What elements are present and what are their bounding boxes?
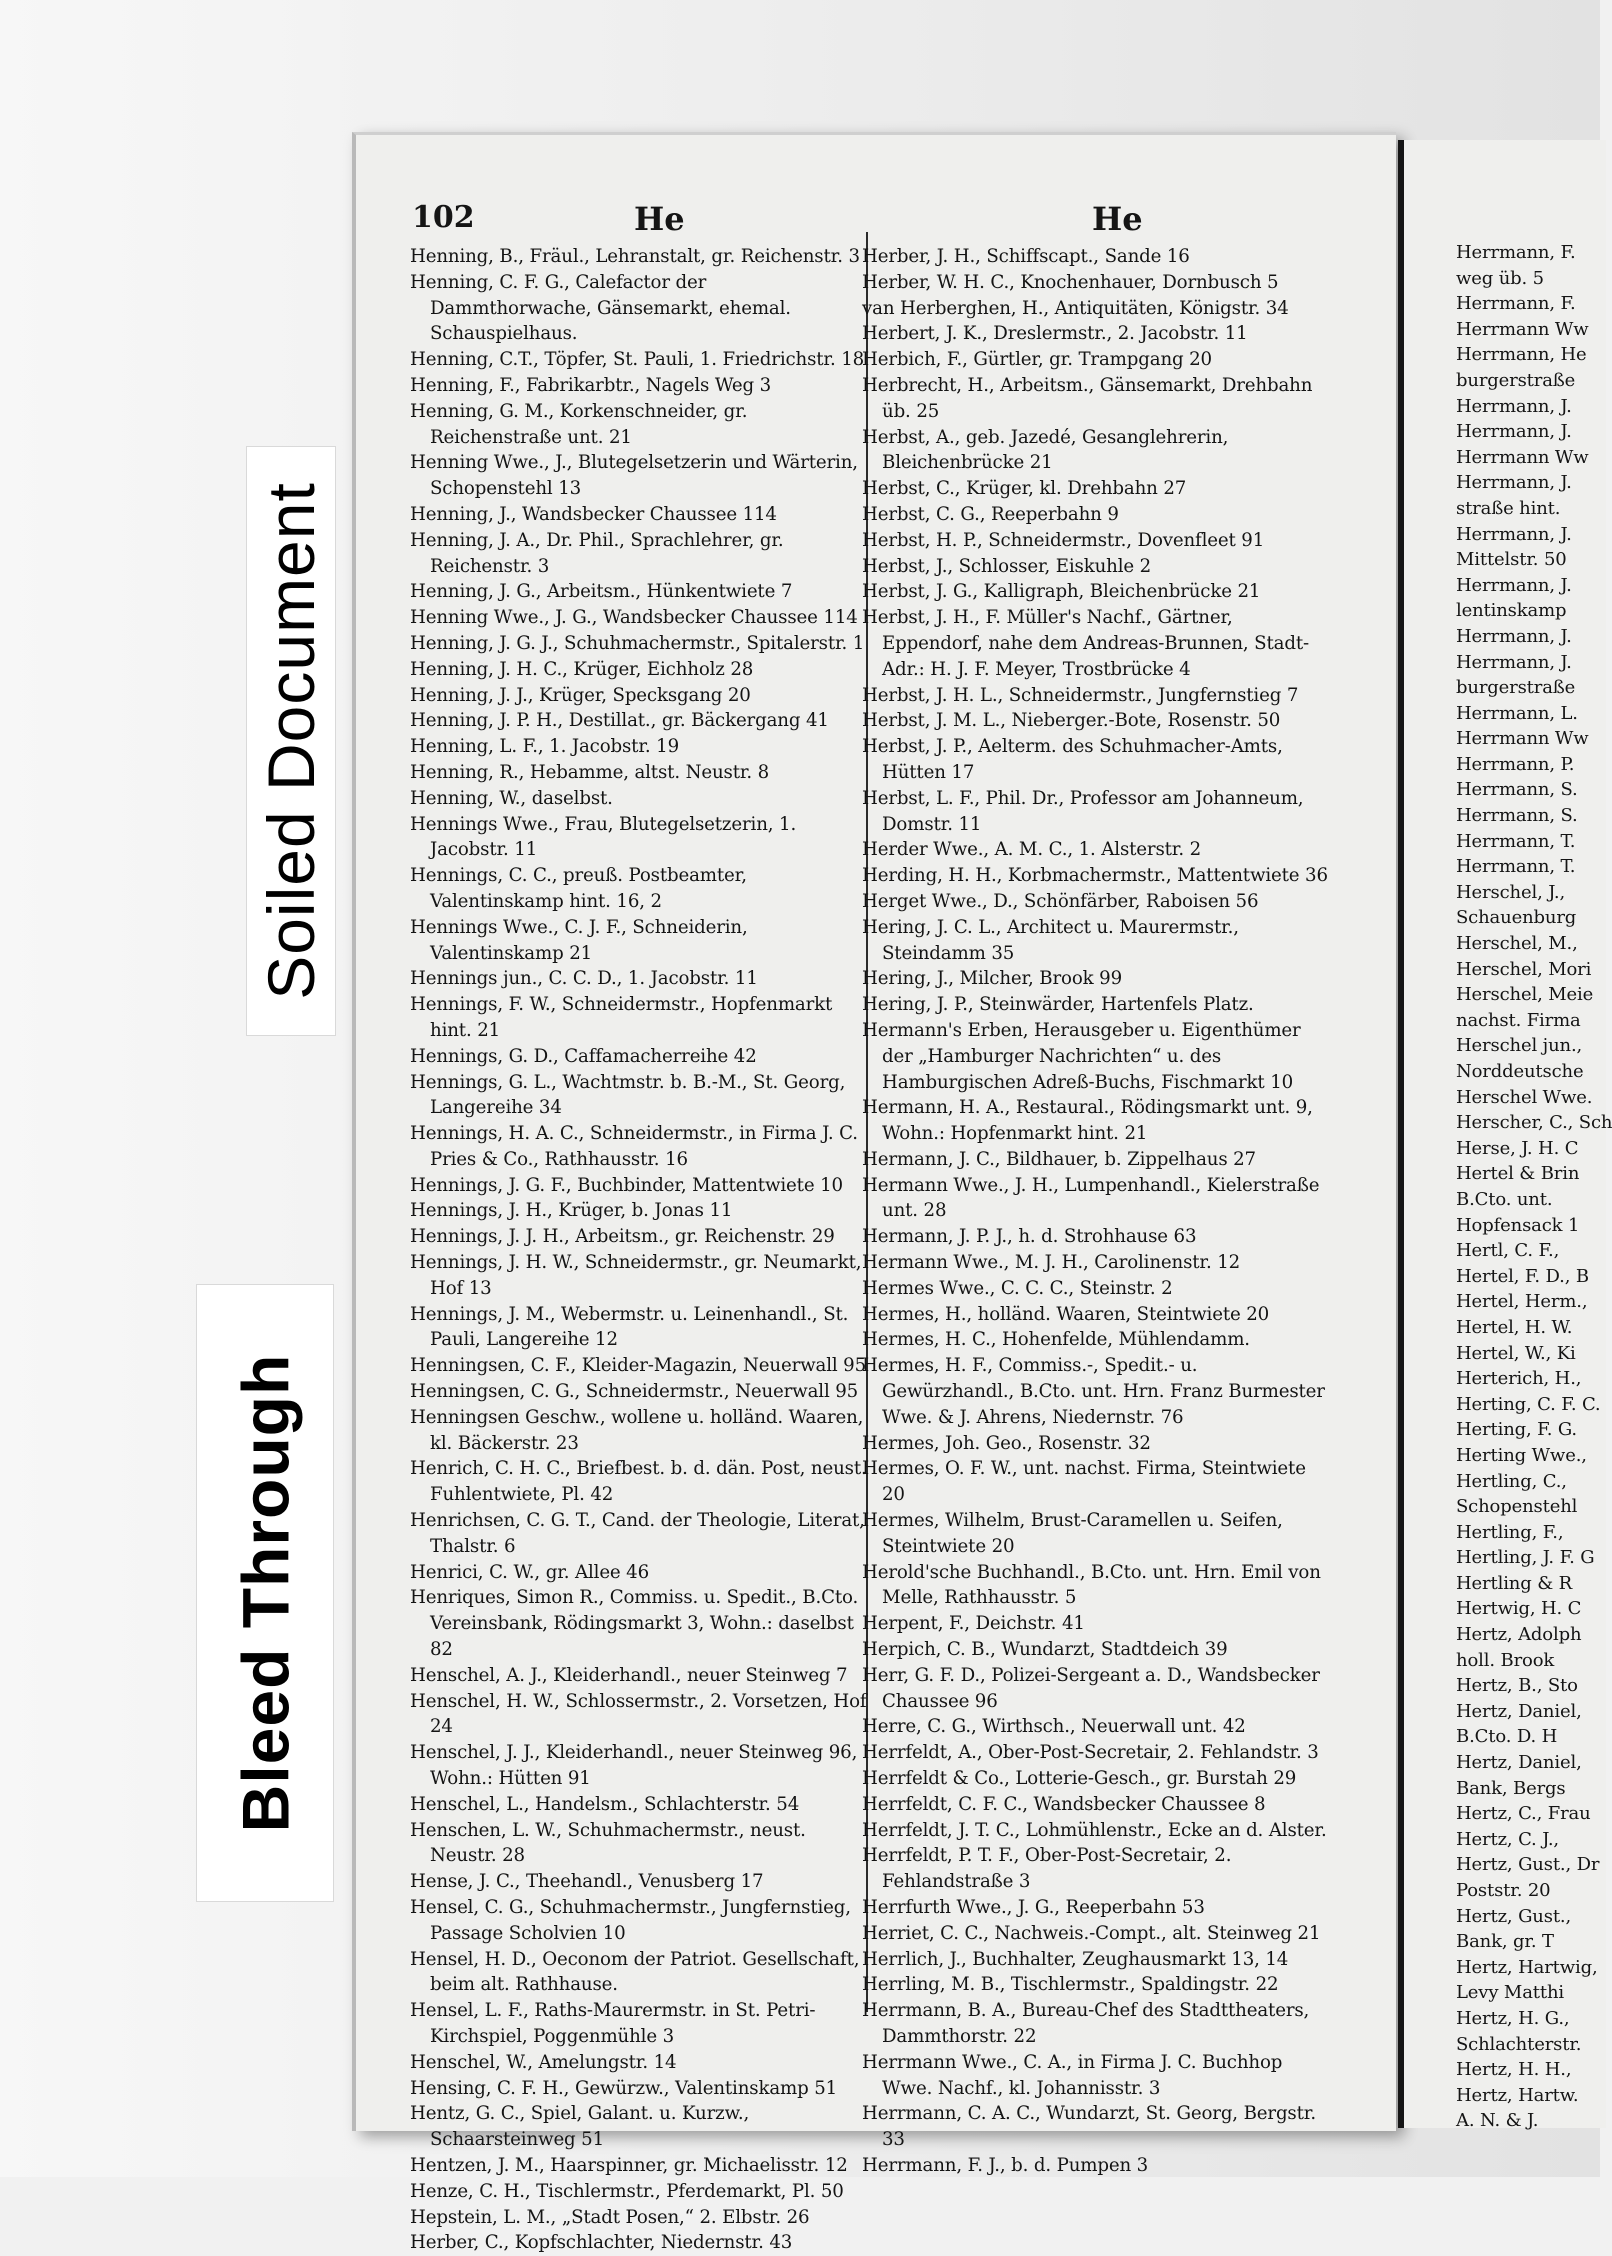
directory-entry: Hertz, Adolph (1456, 1624, 1582, 1646)
directory-entry: Henschel, A. J., Kleiderhandl., neuer Steinweg 7 (410, 1664, 848, 1686)
directory-entry: Henning, J. H. C., Krüger, Eichholz 28 (410, 658, 754, 680)
directory-entry: Herrmann, P. (1456, 753, 1575, 775)
directory-entry: Herrmann Ww (1456, 446, 1589, 468)
directory-entry: Herrlich, J., Buchhalter, Zeughausmarkt 13, 14 (862, 1948, 1289, 1970)
directory-entry: Herrfeldt, J. T. C., Lohmühlenstr., Ecke an d. Alster. (862, 1819, 1327, 1841)
right-column-key: He (1092, 200, 1143, 238)
directory-entry: Herrmann Ww (1456, 728, 1589, 750)
directory-entry: Hertel, F. D., B (1456, 1265, 1589, 1287)
directory-entry: Hennings jun., C. C. D., 1. Jacobstr. 11 (410, 968, 758, 990)
directory-entry: Herber, J. H., Schiffscapt., Sande 16 (862, 246, 1190, 267)
directory-entry: Herschel Wwe. (1456, 1086, 1593, 1108)
directory-entry: Hermann, H. A., Restaural., Rödingsmarkt unt. 9, Wohn.: Hopfenmarkt hint. 21 (862, 1097, 1313, 1145)
directory-entry: Henrici, C. W., gr. Allee 46 (410, 1561, 650, 1583)
directory-entry: Herrmann, S. (1456, 805, 1578, 827)
directory-entry: Hertling, C., (1456, 1470, 1567, 1492)
directory-entry: Herrmann Wwe., C. A., in Firma J. C. Buchhop Wwe. Nachf., kl. Johannisstr. 3 (862, 2051, 1283, 2099)
directory-entry: Herting Wwe., (1456, 1444, 1587, 1466)
directory-entry: Poststr. 20 (1456, 1880, 1551, 1901)
directory-entry: Herbst, J. M. L., Nieberger.-Bote, Rosenstr. 50 (862, 710, 1281, 732)
directory-entry: Hense, J. C., Theehandl., Venusberg 17 (410, 1871, 764, 1893)
directory-entry: Herber, W. H. C., Knochenhauer, Dornbusch 5 (862, 271, 1279, 293)
directory-entry: Herber, C., Kopfschlachter, Niedernstr. 43 (410, 2232, 793, 2254)
directory-entry: burgerstraße (1456, 369, 1576, 391)
directory-entry: Henning, B., Fräul., Lehranstalt, gr. Reichenstr. 3 (410, 246, 860, 267)
directory-entry: Herr, G. F. D., Polizei-Sergeant a. D., Wandsbecker Chaussee 96 (862, 1664, 1320, 1712)
directory-entry: Herrmann, J. (1456, 395, 1572, 417)
directory-entry: Herold'sche Buchhandl., B.Cto. unt. Hrn. Emil von Melle, Rathhausstr. 5 (862, 1561, 1321, 1609)
directory-entry: Herterich, H., (1456, 1368, 1582, 1390)
directory-entry: Bank, gr. T (1456, 1931, 1554, 1953)
directory-entry: Henschel, J. J., Kleiderhandl., neuer Steinweg 96, Wohn.: Hütten 91 (410, 1742, 858, 1790)
next-page-edge-column (1456, 240, 1612, 2132)
directory-entry: Hermann's Erben, Herausgeber u. Eigenthümer der „Hamburger Nachrichten“ u. des Hamburgischen Adreß-Buchs, Fischmarkt 10 (862, 1019, 1301, 1093)
directory-entry: Hertel, Herm., (1456, 1291, 1588, 1313)
directory-entry: Herting, F. G. (1456, 1419, 1577, 1441)
directory-entry: Hennings, J. J. H., Arbeitsm., gr. Reichenstr. 29 (410, 1226, 835, 1248)
bleed-through-label (196, 1284, 334, 1902)
directory-entry: Henning, G. M., Korkenschneider, gr. Reichenstraße unt. 21 (410, 400, 748, 448)
directory-entry: Herschel jun., (1456, 1035, 1583, 1057)
directory-entry: Herrmann, J. (1456, 421, 1572, 443)
directory-entry: Henze, C. H., Tischlermstr., Pferdemarkt, Pl. 50 (410, 2180, 844, 2202)
directory-entry: Herbst, J. P., Aelterm. des Schuhmacher-Amts, Hütten 17 (862, 736, 1283, 783)
directory-entry: Henning, C. F. G., Calefactor der Dammthorwache, Gänsemarkt, ehemal. Schauspielhaus. (410, 271, 791, 345)
directory-entry: Herbst, J. H., F. Müller's Nachf., Gärtner, Eppendorf, nahe dem Andreas-Brunnen, Stadt-Adr.: H. J. F. Meyer, Trostbrücke 4 (862, 607, 1309, 680)
directory-entry: weg üb. 5 (1456, 267, 1544, 289)
directory-entry: Herrfeldt, A., Ober-Post-Secretair, 2. Fehlandstr. 3 (862, 1742, 1319, 1764)
directory-entry: Hertz, Daniel, (1456, 1700, 1582, 1722)
directory-entry: Henrich, C. H. C., Briefbest. b. d. dän. Post, neust. Fuhlentwiete, Pl. 42 (410, 1458, 867, 1506)
directory-entry: Hennings, F. W., Schneidermstr., Hopfenmarkt hint. 21 (410, 994, 833, 1041)
directory-entry: Herrmann, T. (1456, 856, 1576, 878)
directory-entry: Herbrecht, H., Arbeitsm., Gänsemarkt, Drehbahn üb. 25 (862, 374, 1313, 422)
left-column-key: He (634, 200, 685, 238)
directory-entry: Hermes, H. C., Hohenfelde, Mühlendamm. (862, 1329, 1250, 1351)
directory-entry: Hertl, C. F., (1456, 1240, 1560, 1262)
directory-entry: Herrmann, C. A. C., Wundarzt, St. Georg, Bergstr. 33 (862, 2103, 1316, 2151)
directory-entry: Hepstein, L. M., „Stadt Posen,“ 2. Elbstr. 26 (410, 2206, 810, 2228)
directory-entry: Hertel, W., Ki (1456, 1342, 1576, 1364)
directory-entry: Herrmann, J. (1456, 574, 1572, 596)
directory-entry: Hennings, C. C., preuß. Postbeamter, Valentinskamp hint. 16, 2 (410, 865, 747, 912)
directory-entry: Hennings, J. G. F., Buchbinder, Mattentwiete 10 (410, 1174, 843, 1196)
directory-entry: Hertel & Brin (1456, 1163, 1580, 1185)
directory-entry: Hopfensack 1 (1456, 1214, 1580, 1236)
directory-entry: Norddeutsche (1456, 1061, 1584, 1082)
directory-entry: Herrmann, J. (1456, 472, 1572, 494)
directory-entry: Hertel, H. W. (1456, 1316, 1573, 1338)
directory-entry: Schlachterstr. (1456, 2033, 1582, 2055)
directory-entry: Hermes, O. F. W., unt. nachst. Firma, Steintwiete 20 (862, 1458, 1306, 1506)
page-header (412, 200, 1342, 240)
directory-entry: Henning, J. A., Dr. Phil., Sprachlehrer, gr. Reichenstr. 3 (410, 529, 784, 577)
directory-entry: Henning Wwe., J. G., Wandsbecker Chaussee 114 (410, 607, 858, 629)
directory-entry: Herrfeldt, P. T. F., Ober-Post-Secretair, 2. Fehlandstraße 3 (862, 1845, 1232, 1893)
directory-entry: Levy Matthi (1456, 1982, 1564, 2004)
directory-entry: Hering, J. P., Steinwärder, Hartenfels Platz. (862, 994, 1254, 1016)
directory-entry: Herrmann, J. (1456, 651, 1572, 673)
directory-entry: Herse, J. H. C (1456, 1137, 1579, 1159)
directory-entry: Herschel, J., (1456, 881, 1566, 903)
directory-entry: Hennings, G. D., Caffamacherreihe 42 (410, 1045, 757, 1067)
directory-entry: Henschen, L. W., Schuhmachermstr., neust. Neustr. 28 (410, 1819, 806, 1867)
directory-entry: Hennings, H. A. C., Schneidermstr., in Firma J. C. Pries & Co., Rathhausstr. 16 (410, 1123, 858, 1170)
directory-entry: burgerstraße (1456, 677, 1576, 699)
directory-entry: Herrfurth Wwe., J. G., Reeperbahn 53 (862, 1897, 1205, 1918)
directory-entry: Henningsen, C. G., Schneidermstr., Neuerwall 95 (410, 1381, 859, 1403)
directory-entry: Hertling, J. F. G (1456, 1547, 1595, 1569)
directory-entry: Herscher, C., Sch (1456, 1112, 1612, 1134)
directory-entry: Hentz, G. C., Spiel, Galant. u. Kurzw., Schaarsteinweg 51 (410, 2103, 750, 2151)
directory-entry: Hertz, C. J., (1456, 1828, 1560, 1850)
directory-entry: Henning, L. F., 1. Jacobstr. 19 (410, 736, 679, 758)
left-directory-column (410, 244, 870, 2254)
directory-entry: Herbst, A., geb. Jazedé, Gesanglehrerin, Bleichenbrücke 21 (862, 426, 1229, 474)
directory-entry: Hennings Wwe., Frau, Blutegelsetzerin, 1. Jacobstr. 11 (410, 813, 797, 861)
directory-entry: Henning, R., Hebamme, altst. Neustr. 8 (410, 761, 770, 783)
bleed-through-text: Bleed Through (228, 1353, 302, 1833)
directory-entry: Henningsen Geschw., wollene u. holländ. Waaren, kl. Bäckerstr. 23 (410, 1406, 864, 1454)
directory-entry: Herbich, F., Gürtler, gr. Trampgang 20 (862, 349, 1212, 371)
directory-entry: Herpich, C. B., Wundarzt, Stadtdeich 39 (862, 1639, 1228, 1661)
directory-entry: Herschel, Mori (1456, 958, 1592, 980)
directory-entry: Henning, J. P. H., Destillat., gr. Bäckergang 41 (410, 710, 829, 732)
directory-entry: nachst. Firma (1456, 1009, 1581, 1031)
directory-entry: Hermes, H. F., Commiss.-, Spedit.- u. Gewürzhandl., B.Cto. unt. Hrn. Franz Burmester Wwe. & J. Ahrens, Niedernstr. 76 (862, 1355, 1325, 1428)
directory-entry: Hertz, Gust., Dr (1456, 1854, 1600, 1876)
directory-entry: Herder Wwe., A. M. C., 1. Alsterstr. 2 (862, 839, 1202, 861)
directory-entry: Hertling & R (1456, 1572, 1573, 1594)
directory-entry: Hennings, G. L., Wachtmstr. b. B.-M., St. Georg, Langereihe 34 (410, 1071, 846, 1119)
directory-entry: Hermann, J. P. J., h. d. Strohhause 63 (862, 1226, 1197, 1248)
directory-entry: A. N. & J. (1456, 2110, 1539, 2132)
directory-entry: Hermann, J. C., Bildhauer, b. Zippelhaus 27 (862, 1148, 1256, 1170)
directory-entry: Hertz, Gust., (1456, 1905, 1572, 1927)
directory-entry: Henschel, H. W., Schlossermstr., 2. Vorsetzen, Hof 24 (410, 1690, 867, 1738)
soiled-document-label (246, 446, 336, 1036)
directory-entry: straße hint. (1456, 497, 1561, 519)
directory-entry: van Herberghen, H., Antiquitäten, Königstr. 34 (862, 297, 1289, 319)
directory-entry: Hertz, Hartwig, (1456, 1956, 1598, 1978)
directory-entry: Herbst, L. F., Phil. Dr., Professor am Johanneum, Domstr. 11 (862, 787, 1304, 835)
directory-entry: Hensel, L. F., Raths-Maurermstr. in St. Petri-Kirchspiel, Poggenmühle 3 (410, 2000, 816, 2047)
directory-entry: Henning, J. G., Arbeitsm., Hünkentwiete 7 (410, 581, 793, 603)
directory-entry: Herrmann, J. (1456, 523, 1572, 545)
directory-entry: B.Cto. D. H (1456, 1726, 1558, 1748)
directory-entry: Hertz, C., Frau (1456, 1803, 1591, 1825)
directory-entry: Hermes, Wilhelm, Brust-Caramellen u. Seifen, Steintwiete 20 (862, 1510, 1283, 1557)
directory-entry: Hermes, Joh. Geo., Rosenstr. 32 (862, 1432, 1151, 1454)
directory-entry: Hennings, J. H., Krüger, b. Jonas 11 (410, 1200, 733, 1222)
directory-entry: Herrmann, S. (1456, 779, 1578, 801)
directory-entry: Herschel, Meie (1456, 984, 1594, 1006)
directory-entry: Hertwig, H. C (1456, 1598, 1582, 1620)
directory-entry: Henning, J. J., Krüger, Specksgang 20 (410, 684, 751, 706)
directory-entry: Herbst, J. G., Kalligraph, Bleichenbrücke 21 (862, 581, 1261, 603)
directory-entry: B.Cto. unt. (1456, 1188, 1553, 1210)
directory-entry: Hermes, H., holländ. Waaren, Steintwiete 20 (862, 1303, 1270, 1325)
directory-entry: Herbert, J. K., Dreslermstr., 2. Jacobstr. 11 (862, 323, 1248, 345)
directory-entry: Herting, C. F. C. (1456, 1393, 1601, 1415)
directory-entry: Henning, C.T., Töpfer, St. Pauli, 1. Friedrichstr. 18 (410, 349, 865, 371)
directory-entry: Hering, J., Milcher, Brook 99 (862, 968, 1123, 990)
directory-entry: Hennings, J. H. W., Schneidermstr., gr. Neumarkt, Hof 13 (410, 1252, 862, 1299)
directory-entry: Herrmann, L. (1456, 702, 1578, 724)
directory-entry: Hennings, J. M., Webermstr. u. Leinenhandl., St. Pauli, Langereihe 12 (410, 1303, 849, 1351)
directory-entry: Hertz, B., Sto (1456, 1675, 1578, 1697)
directory-entry: Herpent, F., Deichstr. 41 (862, 1613, 1085, 1635)
directory-entry: Hensel, H. D., Oeconom der Patriot. Gesellschaft, beim alt. Rathhause. (410, 1948, 860, 1996)
directory-entry: Hensel, C. G., Schuhmachermstr., Jungfernstieg, Passage Scholvien 10 (410, 1897, 851, 1944)
right-directory-column (862, 244, 1332, 2176)
directory-entry: Henriques, Simon R., Commiss. u. Spedit., B.Cto. Vereinsbank, Rödingsmarkt 3, Wohn.: daselbst 82 (410, 1587, 859, 1661)
directory-entry: Henning, F., Fabrikarbtr., Nagels Weg 3 (410, 374, 772, 396)
directory-entry: Henning, W., daselbst. (410, 787, 613, 809)
directory-entry: lentinskamp (1456, 600, 1567, 622)
directory-entry: Herrmann, F. J., b. d. Pumpen 3 (862, 2154, 1149, 2176)
directory-entry: Schopenstehl (1456, 1496, 1578, 1518)
directory-entry: Herschel, M., (1456, 933, 1578, 955)
directory-entry: Herrmann Ww (1456, 318, 1589, 340)
directory-entry: Herget Wwe., D., Schönfärber, Raboisen 56 (862, 890, 1259, 912)
directory-entry: Herrfeldt, C. F. C., Wandsbecker Chaussee 8 (862, 1793, 1266, 1815)
directory-entry: Herding, H. H., Korbmachermstr., Mattentwiete 36 (862, 865, 1328, 887)
directory-entry: holl. Brook (1456, 1649, 1555, 1671)
directory-entry: Hensing, C. F. H., Gewürzw., Valentinskamp 51 (410, 2077, 838, 2099)
directory-entry: Herbst, H. P., Schneidermstr., Dovenfleet 91 (862, 529, 1265, 551)
page-number: 102 (412, 200, 475, 235)
directory-entry: Herbst, C. G., Reeperbahn 9 (862, 503, 1119, 525)
directory-entry: Hermann Wwe., M. J. H., Carolinenstr. 12 (862, 1252, 1241, 1274)
directory-entry: Henning, J. G. J., Schuhmachermstr., Spitalerstr. 1 (410, 632, 865, 654)
directory-entry: Herbst, C., Krüger, kl. Drehbahn 27 (862, 478, 1187, 500)
directory-entry: Herrmann, J. (1456, 625, 1572, 647)
directory-entry: Herrmann, F. (1456, 242, 1576, 263)
directory-entry: Henschel, L., Handelsm., Schlachterstr. 54 (410, 1793, 800, 1815)
directory-entry: Herrfeldt & Co., Lotterie-Gesch., gr. Burstah 29 (862, 1768, 1297, 1790)
directory-entry: Herbst, J., Schlosser, Eiskuhle 2 (862, 555, 1152, 577)
directory-entry: Hermes Wwe., C. C. C., Steinstr. 2 (862, 1277, 1173, 1299)
directory-entry: Henschel, W., Amelungstr. 14 (410, 2051, 677, 2073)
directory-entry: Hertz, H. H., (1456, 2059, 1572, 2081)
directory-entry: Schauenburg (1456, 907, 1577, 929)
directory-entry: Hertling, F., (1456, 1521, 1564, 1543)
directory-entry: Herrmann, He (1456, 344, 1587, 366)
directory-entry: Henningsen, C. F., Kleider-Magazin, Neuerwall 95 (410, 1355, 867, 1377)
directory-entry: Herrling, M. B., Tischlermstr., Spaldingstr. 22 (862, 1974, 1279, 1996)
directory-entry: Herrmann, B. A., Bureau-Chef des Stadttheaters, Dammthorstr. 22 (862, 2000, 1310, 2047)
directory-entry: Hermann Wwe., J. H., Lumpenhandl., Kielerstraße unt. 28 (862, 1174, 1320, 1222)
directory-entry: Herriet, C. C., Nachweis.-Compt., alt. Steinweg 21 (862, 1922, 1321, 1944)
directory-entry: Hertz, H. G., (1456, 2007, 1570, 2029)
directory-entry: Herrmann, F. (1456, 293, 1576, 315)
directory-entry: Herrmann, T. (1456, 830, 1576, 852)
directory-entry: Henning, J., Wandsbecker Chaussee 114 (410, 503, 777, 525)
directory-entry: Hertz, Hartw. (1456, 2084, 1579, 2106)
directory-entry: Hennings Wwe., C. J. F., Schneiderin, Valentinskamp 21 (410, 916, 748, 964)
directory-entry: Mittelstr. 50 (1456, 549, 1567, 571)
directory-entry: Bank, Bergs (1456, 1777, 1566, 1799)
directory-entry: Herbst, J. H. L., Schneidermstr., Jungfernstieg 7 (862, 684, 1299, 706)
directory-entry: Henning Wwe., J., Blutegelsetzerin und Wärterin, Schopenstehl 13 (410, 452, 858, 500)
soiled-document-text: Soiled Document (254, 482, 329, 1000)
directory-entry: Hertz, Daniel, (1456, 1752, 1582, 1774)
directory-entry: Henrichsen, C. G. T., Cand. der Theologie, Literat, Thalstr. 6 (410, 1510, 865, 1557)
directory-entry: Hering, J. C. L., Architect u. Maurermstr., Steindamm 35 (862, 916, 1239, 964)
directory-entry: Hentzen, J. M., Haarspinner, gr. Michaelisstr. 12 (410, 2154, 848, 2176)
directory-entry: Herre, C. G., Wirthsch., Neuerwall unt. 42 (862, 1716, 1246, 1738)
